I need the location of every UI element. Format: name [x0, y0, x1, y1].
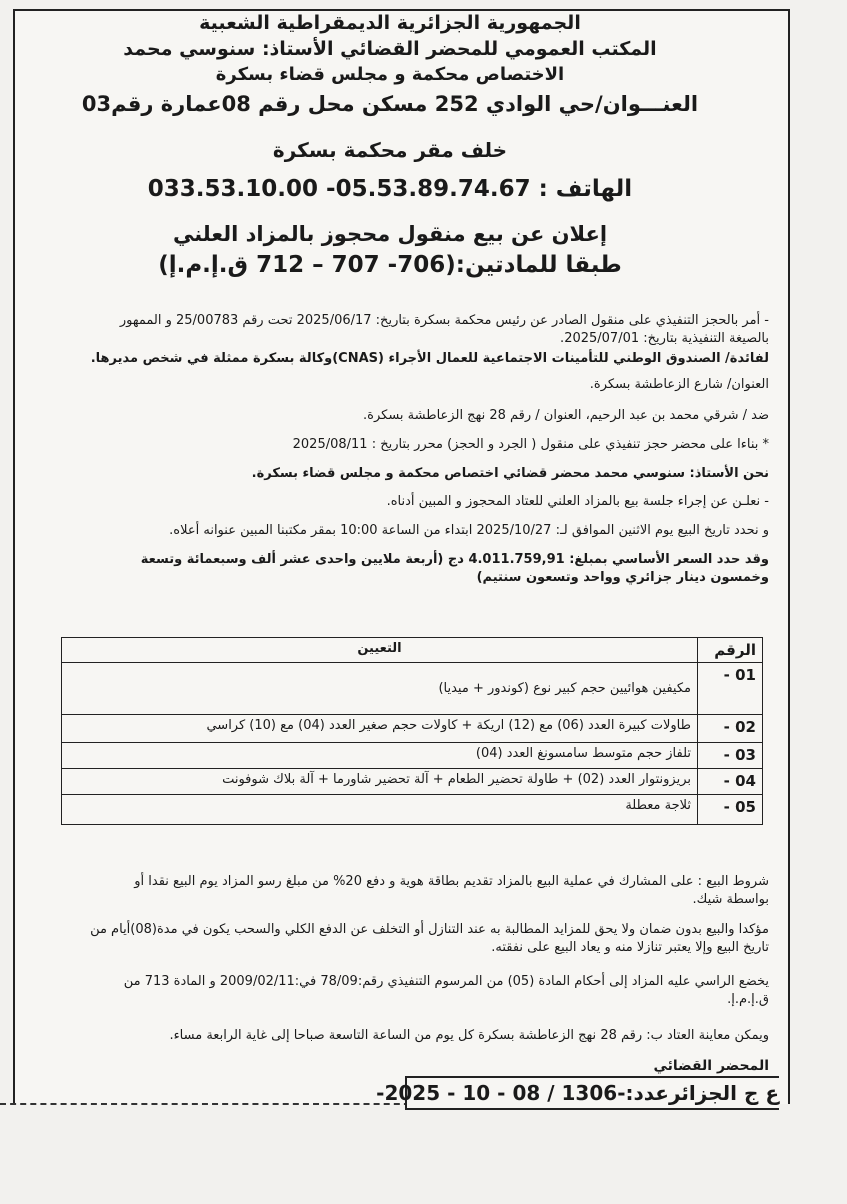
- row-description: تلفاز حجم متوسط سامسونغ العدد (04): [62, 743, 698, 769]
- column-header-description: التعيين: [62, 638, 698, 663]
- row-number: 01 -: [698, 663, 763, 715]
- row-number: 05 -: [698, 795, 763, 825]
- row-number: 02 -: [698, 715, 763, 743]
- table-row: [62, 769, 763, 795]
- seizure-paragraph: * بناءا على محضر حجز تنفيذي على منقول ( الجرد و الحجز) محرر بتاريخ : 2025/08/11: [292, 437, 769, 452]
- page-edge-rule: [0, 1103, 420, 1105]
- republic-heading: الجمهورية الجزائرية الديمقراطية الشعبية: [199, 12, 581, 34]
- jurisdiction-heading: الاختصاص محكمة و مجلس قضاء بسكرة: [215, 64, 565, 85]
- notice-subtitle: طبقا للمادتين:(706- 707 – 712 ق.إ.م.إ): [158, 252, 622, 278]
- row-description: بريزونتوار العدد (02) + طاولة تحضير الطعام + آلة تحضير شاورما + آلة بلاك شوفونت: [62, 769, 698, 795]
- office-phone: الهاتف : 05.53.89.74.67- 033.53.10.00: [147, 176, 633, 202]
- table-row: [62, 715, 763, 743]
- beneficiary-paragraph: لفائدة/ الصندوق الوطني للتأمينات الاجتماعية للعمال الأجراء (CNAS)وكالة بسكرة ممثلة في شخص مديرها.: [90, 351, 769, 366]
- row-description: مكيفين هوائيين حجم كبير نوع (كوندور + ميديا): [62, 663, 698, 715]
- decree-clause: يخضع الراسي عليه المزاد إلى أحكام المادة (05) من المرسوم التنفيذي رقم:78/09 في:2009/02/11 و المادة 713 من ق.إ.م.إ.: [123, 974, 769, 1007]
- inspection-clause: ويمكن معاينة العتاد ب: رقم 28 نهج الزعاطشة بسكرة كل يوم من الساعة التاسعة صباحا إلى غاية الرابعة مساء.: [169, 1028, 769, 1043]
- signature-label: المحضر القضائي: [653, 1058, 769, 1074]
- row-description: ثلاجة معطلة: [62, 795, 698, 825]
- office-location: خلف مقر محكمة بسكرة: [272, 138, 508, 162]
- announcement-paragraph: - نعلـن عن إجراء جلسة بيع بالمزاد العلني للعتاد المحجوز و المبين أدناه.: [386, 494, 769, 509]
- table-row: [62, 795, 763, 825]
- row-number: 03 -: [698, 743, 763, 769]
- bailiff-paragraph: نحن الأستاذ: سنوسي محمد محضر قضائي اختصاص محكمة و مجلس قضاء بسكرة.: [251, 466, 769, 481]
- beneficiary-address: العنوان/ شارع الزعاطشة بسكرة.: [589, 377, 769, 392]
- office-heading: المكتب العمومي للمحضر القضائي الأستاذ: سنوسي محمد: [123, 38, 657, 60]
- base-price-paragraph: وقد حدد السعر الأساسي بمبلغ: 4.011.759,91 دج (أربعة ملايين واحدى عشر ألف وسبعمائة وتسعة وخمسون دينار جزائري وواحد وتسعون سنتيم): [140, 552, 769, 585]
- column-header-number: الرقم: [698, 638, 763, 663]
- table-header-row: [62, 638, 763, 663]
- row-description: طاولات كبيرة العدد (06) مع (12) اريكة + كاولات حجم صغير العدد (04) مع (10) كراسي: [62, 715, 698, 743]
- items-table: [61, 637, 763, 825]
- order-paragraph: - أمر بالحجز التنفيذي على منقول الصادر عن رئيس محكمة بسكرة بتاريخ: 2025/06/17 تحت رقم 25/00783 و الممهور بالصيغة التنفيذية بتاريخ: 2025/07/01.: [119, 313, 769, 346]
- sale-conditions: شروط البيع : على المشارك في عملية البيع بالمزاد تقديم بطاقة هوية و دفع 20% من مبلغ رسو المزاد يوم البيع نقدا أو بواسطة شيك.: [134, 874, 769, 907]
- publication-stamp: ع ج الجزائرعدد:-1306 / 08 - 10 - 2025-: [405, 1076, 779, 1110]
- row-number: 04 -: [698, 769, 763, 795]
- notice-title: إعلان عن بيع منقول محجوز بالمزاد العلني: [172, 222, 608, 246]
- table-row: [62, 743, 763, 769]
- table-row: [62, 663, 763, 715]
- office-address: العنـــوان/حي الوادي 252 مسكن محل رقم 08عمارة رقم03: [81, 92, 699, 116]
- debtor-paragraph: ضد / شرقي محمد بن عبد الرحيم، العنوان / رقم 28 نهج الزعاطشة بسكرة.: [363, 408, 769, 423]
- sale-date-paragraph: و نحدد تاريخ البيع يوم الاثنين الموافق لـ: 2025/10/27 ابتداء من الساعة 10:00 بمقر مكتبنا المبين عنوانه أعلاه.: [169, 523, 769, 538]
- no-guarantee-clause: مؤكدا والبيع بدون ضمان ولا يحق للمزايد المطالبة به عند التنازل أو التخلف عن الدفع الكلي والسحب يكون في مدة(08)أيام من تاريخ البيع وإلا يعتبر تنازلا منه و يعاد البيع على نفقته.: [90, 922, 769, 955]
